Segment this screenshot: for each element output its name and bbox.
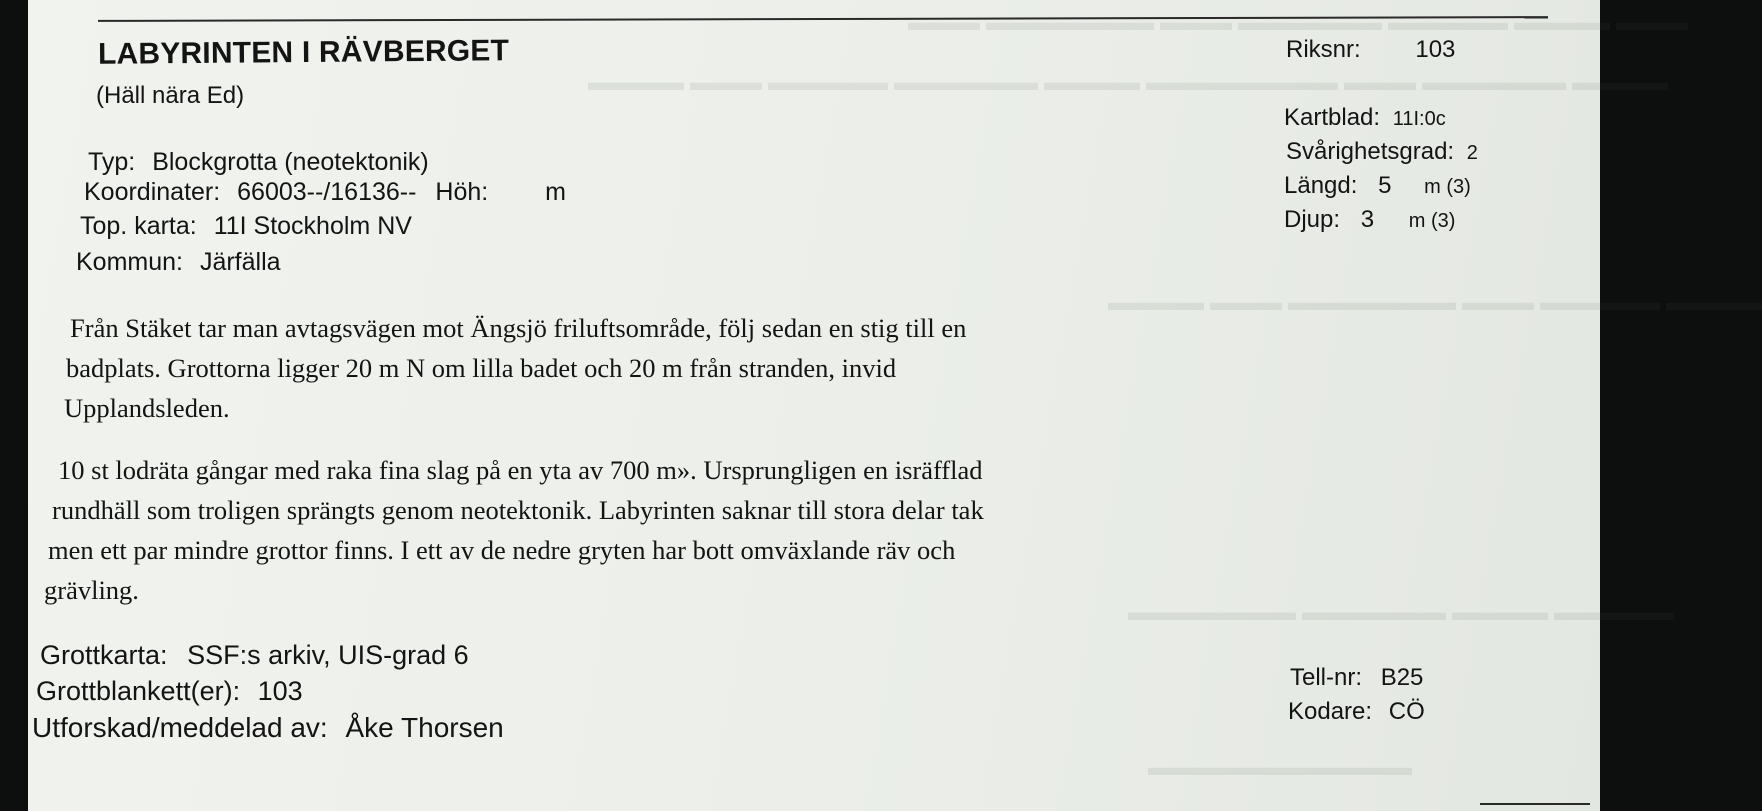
show-through-text: ▬▬▬▬ ▬▬▬▬▬▬ ▬▬▬ ▬▬▬▬▬▬▬▬ ▬▬▬▬ ▬▬▬▬▬▬ ▬▬▬▬▬ ▬▬▬ ▬▬▬▬ <box>588 70 1668 96</box>
svarighetsgrad-label: Svårighetsgrad: <box>1286 138 1455 165</box>
show-through-text: ▬▬▬▬▬▬▬▬▬▬▬ <box>1148 755 1412 781</box>
paragraph-directions <box>64 308 967 428</box>
koordinater-value: 66003--/16136-- <box>237 178 417 206</box>
djup-unit: m (3) <box>1408 210 1456 232</box>
paragraph-line: 10 st lodräta gångar med raka fina slag på en yta av 700 m». Ursprungligen en isräfflad <box>58 455 983 485</box>
langd-row <box>1284 172 1471 200</box>
grottblankett-value: 103 <box>257 676 303 706</box>
hoh-label: Höh: <box>435 178 489 206</box>
tellnr-row <box>1290 664 1423 692</box>
document-page <box>28 0 1762 811</box>
tellnr-value: B25 <box>1380 664 1424 691</box>
bottom-rule <box>1480 803 1590 805</box>
kartblad-value: 11I:0c <box>1392 108 1446 130</box>
hoh-unit: m <box>545 178 566 206</box>
langd-unit: m (3) <box>1424 176 1471 198</box>
koordinater-label: Koordinater: <box>84 178 221 206</box>
topkarta-row <box>80 212 412 241</box>
kommun-label: Kommun: <box>76 248 183 276</box>
djup-row <box>1284 206 1455 234</box>
kodare-row <box>1288 698 1425 726</box>
utforskad-value: Åke Thorsen <box>345 712 504 743</box>
utforskad-row <box>32 712 504 744</box>
show-through-text: ▬▬▬▬ ▬▬▬▬▬ ▬▬▬ ▬▬▬▬▬▬▬ ▬▬▬ ▬▬▬▬ <box>1108 290 1762 316</box>
paragraph-description <box>44 450 984 610</box>
entry-title: LABYRINTEN I RÄVBERGET <box>97 34 510 71</box>
kommun-row <box>76 248 281 277</box>
riksnr-value: 103 <box>1415 36 1456 63</box>
typ-row <box>88 148 429 177</box>
kartblad-label: Kartblad: <box>1284 104 1381 131</box>
entry-subtitle: (Häll nära Ed) <box>96 82 245 109</box>
riksnr-label: Riksnr: <box>1286 36 1361 63</box>
topkarta-value: 11I Stockholm NV <box>213 212 412 240</box>
kodare-label: Kodare: <box>1288 698 1373 725</box>
utforskad-label: Utforskad/meddelad av: <box>32 712 328 743</box>
paragraph-line: badplats. Grottorna ligger 20 m N om lilla badet och 20 m från stranden, invid <box>66 353 897 383</box>
grottkarta-label: Grottkarta: <box>40 640 168 670</box>
typ-label: Typ: <box>88 148 136 176</box>
svarighetsgrad-row <box>1286 138 1478 166</box>
paragraph-line: grävling. <box>44 575 139 605</box>
show-through-text: ▬▬▬ ▬▬▬▬ ▬▬▬▬▬ ▬▬▬▬▬▬ ▬▬▬ ▬▬▬▬▬▬▬ ▬▬▬ <box>908 10 1688 36</box>
langd-label: Längd: <box>1284 172 1358 199</box>
kodare-value: CÖ <box>1388 698 1425 725</box>
riksnr-row <box>1286 36 1455 64</box>
paragraph-line: men ett par mindre grottor finns. I ett av de nedre gryten har bott omväxlande räv och <box>48 535 956 565</box>
show-through-text: ▬▬▬▬▬ ▬▬▬▬ ▬▬▬▬▬▬ ▬▬▬▬▬▬▬ <box>1128 600 1674 626</box>
paragraph-line: Upplandsleden. <box>64 393 230 423</box>
tellnr-label: Tell-nr: <box>1290 664 1363 691</box>
svarighetsgrad-value: 2 <box>1466 142 1478 164</box>
grottblankett-label: Grottblankett(er): <box>36 676 241 706</box>
langd-value: 5 <box>1378 172 1392 199</box>
djup-label: Djup: <box>1284 206 1341 233</box>
grottblankett-row <box>36 676 303 707</box>
kartblad-row <box>1284 104 1446 132</box>
kommun-value: Järfälla <box>199 248 281 276</box>
grottkarta-row <box>40 640 469 671</box>
djup-value: 3 <box>1360 206 1375 233</box>
typ-value: Blockgrotta (neotektonik) <box>152 148 429 176</box>
paragraph-line: rundhäll som troligen sprängts genom neotektonik. Labyrinten saknar till stora delar tak <box>52 495 984 525</box>
koordinater-row <box>84 178 566 207</box>
topkarta-label: Top. karta: <box>80 212 197 240</box>
paragraph-line: Från Stäket tar man avtagsvägen mot Ängsjö friluftsområde, följ sedan en stig till en <box>70 313 967 343</box>
grottkarta-value: SSF:s arkiv, UIS-grad 6 <box>187 640 469 670</box>
